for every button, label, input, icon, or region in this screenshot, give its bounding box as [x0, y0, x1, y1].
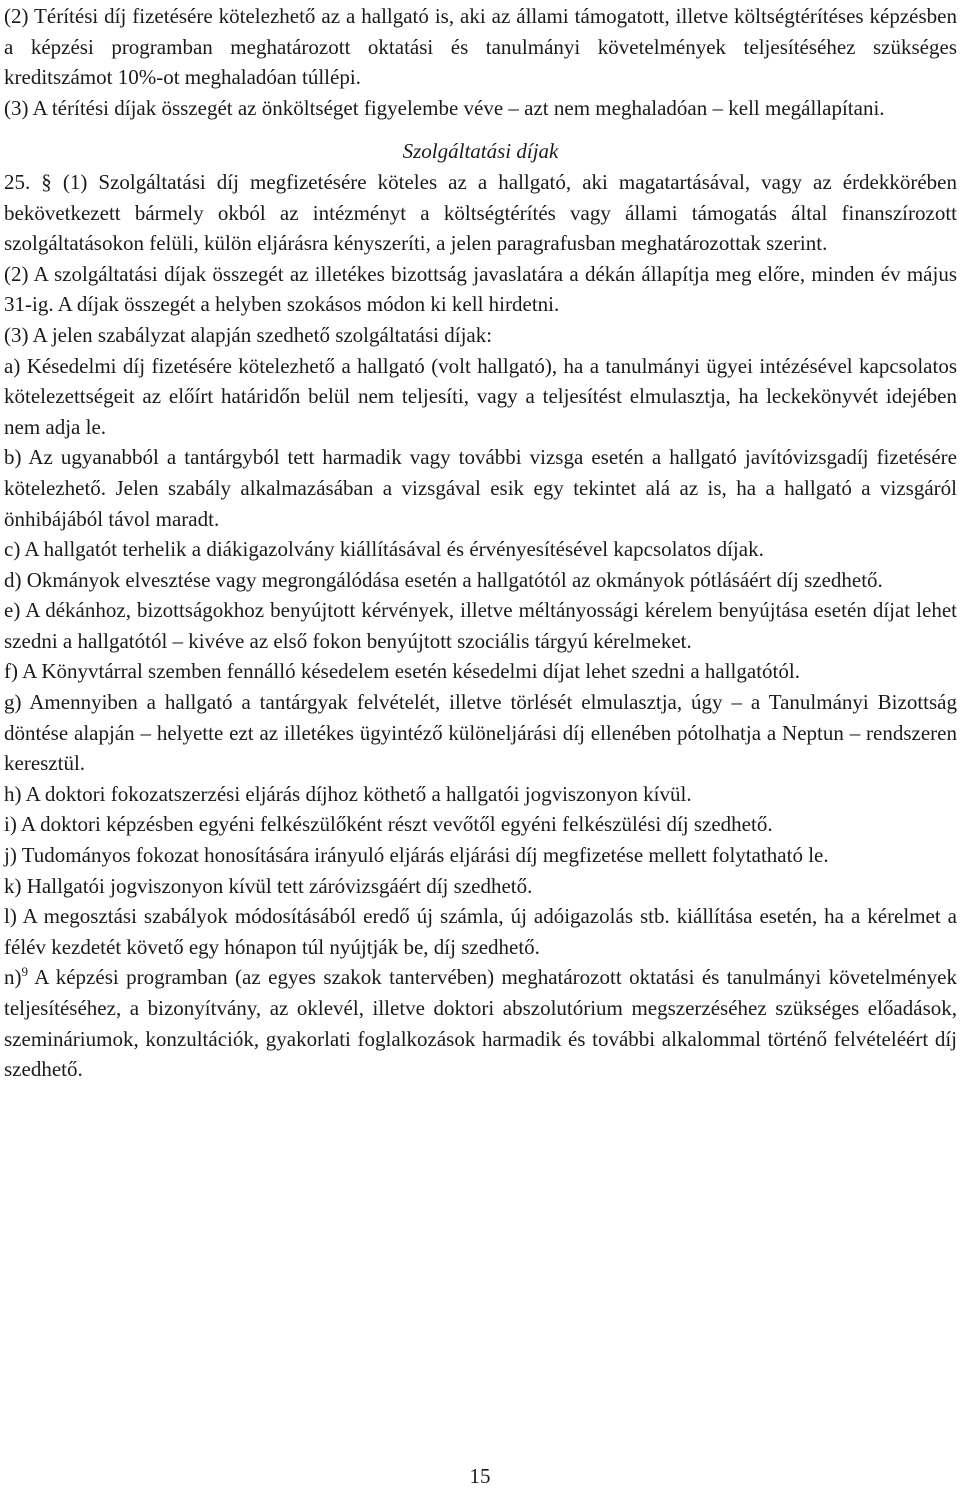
list-item-h: h) A doktori fokozatszerzési eljárás díjhoz köthető a hallgatói jogviszonyon kívül. — [4, 781, 692, 806]
page-number: 15 — [469, 1464, 491, 1488]
list-item-e: e) A dékánhoz, bizottságokhoz benyújtott kérvények, illetve méltányossági kérelem benyújtása esetén díjat lehet szedni a hallgatótól – kivéve az első fokon benyújtott szociális tárgyú kérelmeket. — [4, 598, 957, 653]
list-item-a: a) Késedelmi díj fizetésére kötelezhető a hallgató (volt hallgató), ha a tanulmányi ügyei intézésével kapcsolatos kötelezettségeit az előírt határidőn belül nem teljesíti, vagy a teljesítést elmulasztja, ha leckekönyvét idejében nem adja le. — [4, 353, 957, 439]
list-item-g: g) Amennyiben a hallgató a tantárgyak felvételét, illetve törlését elmulasztja, úgy – a Tanulmányi Bizottság döntése alapján – helyette ezt az illetékes ügyintéző különeljárási díj ellenében pótolhatja a Neptun – rendszeren keresztül. — [4, 690, 957, 776]
list-item-b: b) Az ugyanabból a tantárgyból tett harmadik vagy további vizsga esetén a hallgató javítóvizsgadíj fizetésére kötelezhető. Jelen szabály alkalmazásában a vizsgával esik egy tekintet alá az is, ha a hallgató a vizsgáról önhibájából távol maradt. — [4, 445, 957, 531]
paragraph-2-fee-obligation: (2) Térítési díj fizetésére kötelezhető az a hallgató is, aki az állami támogatott, illetve költségtérítéses képzésben a képzési programban meghatározott oktatási és tanulmányi követelmények teljesítéséhez szükséges kreditszámot 10%-ot meghaladóan túllépi. — [4, 4, 957, 90]
document-page — [4, 1, 957, 1085]
footnote-reference[interactable]: 9 — [21, 964, 28, 980]
list-item-c: c) A hallgatót terhelik a diákigazolvány kiállításával és érvényesítésével kapcsolatos díjak. — [4, 537, 764, 562]
list-item-k: k) Hallgatói jogviszonyon kívül tett záróvizsgáért díj szedhető. — [4, 873, 533, 898]
list-item-i: i) A doktori képzésben egyéni felkészülőként részt vevőtől egyéni felkészülési díj szedhető. — [4, 812, 773, 837]
list-item-n-prefix: n) — [4, 965, 22, 990]
list-item-l: l) A megosztási szabályok módosításából eredő új számla, új adóigazolás stb. kiállítása esetén, ha a kérelmet a félév kezdetét követő egy hónapon túl nyújtják be, díj szedhető. — [4, 904, 957, 959]
list-item-j: j) Tudományos fokozat honosítására irányuló eljárás eljárási díj megfizetése mellett folytatható le. — [4, 843, 829, 868]
list-item-n — [4, 962, 957, 1084]
paragraph-25-2: (2) A szolgáltatási díjak összegét az illetékes bizottság javaslatára a dékán állapítja meg előre, minden év május 31-ig. A díjak összegét a helyben szokásos módon ki kell hirdetni. — [4, 261, 957, 317]
section-title: Szolgáltatási díjak — [402, 139, 559, 164]
paragraph-25-1: 25. § (1) Szolgáltatási díj megfizetésére köteles az a hallgató, aki magatartásával, vagy az érdekkörében bekövetkezett bármely okból az intézményt a költségtérítés vagy állami támogatás által finanszírozott szolgáltatásokon felüli, külön eljárásra kényszeríti, a jelen paragrafusban meghatározottak szerint. — [4, 169, 957, 256]
list-item-n-text: A képzési programban (az egyes szakok tantervében) meghatározott oktatási és tanulmányi követelmények teljesítéséhez, a bizonyítvány, az oklevél, illetve doktori abszolutórium megszerzéséhez szükséges előadások, szemináriumok, konzultációk, gyakorlati foglalkozások harmadik és további alkalommal történő felvételéért díj szedhető. — [4, 965, 957, 1082]
paragraph-25-3: (3) A jelen szabályzat alapján szedhető szolgáltatási díjak: — [4, 322, 493, 347]
list-item-d: d) Okmányok elvesztése vagy megrongálódása esetén a hallgatótól az okmányok pótlásáért díj szedhető. — [4, 567, 883, 592]
paragraph-3-fee-amount: (3) A térítési díjak összegét az önköltséget figyelembe véve – azt nem meghaladóan – kell megállapítani. — [4, 95, 885, 120]
list-item-f: f) A Könyvtárral szemben fennálló késedelem esetén késedelmi díjat lehet szedni a hallgatótól. — [4, 659, 800, 684]
